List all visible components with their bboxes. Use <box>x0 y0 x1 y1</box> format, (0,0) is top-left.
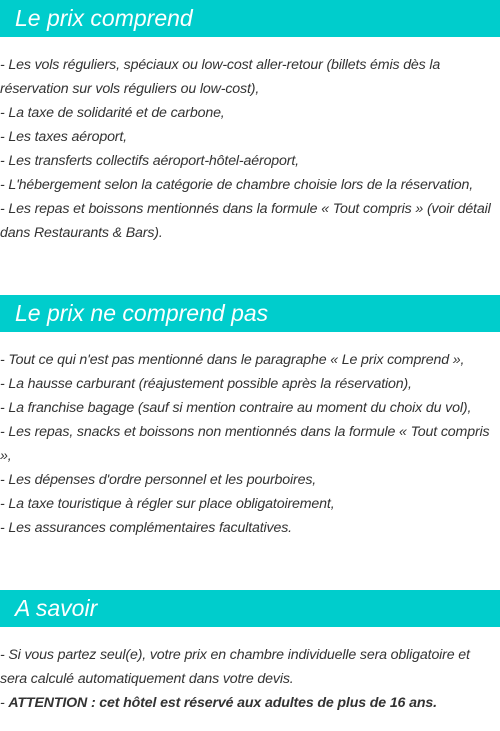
list-item: - Les transferts collectifs aéroport-hôtel-aéroport, <box>0 153 299 169</box>
list-item: - Les repas et boissons mentionnés dans la formule « Tout compris » (voir détail dans Restaurants & Bars). <box>0 201 491 241</box>
section-price-includes <box>0 0 500 245</box>
list-item: - Les taxes aéroport, <box>0 129 127 145</box>
list-item: - La taxe de solidarité et de carbone, <box>0 105 225 121</box>
list-item: - Les assurances complémentaires facultatives. <box>0 520 292 536</box>
section-price-excludes <box>0 295 500 540</box>
good-to-know-list <box>0 643 500 715</box>
list-item: - La franchise bagage (sauf si mention contraire au moment du choix du vol), <box>0 400 472 416</box>
section-title-price-excludes: Le prix ne comprend pas <box>0 295 500 332</box>
section-title-good-to-know: A savoir <box>0 590 500 627</box>
list-item: - Les vols réguliers, spéciaux ou low-cost aller-retour (billets émis dès la réservation sur vols réguliers ou low-cost), <box>0 57 441 97</box>
section-good-to-know <box>0 590 500 715</box>
list-item: - Tout ce qui n'est pas mentionné dans le paragraphe « Le prix comprend », <box>0 352 465 368</box>
price-includes-list <box>0 53 500 245</box>
price-excludes-list <box>0 348 500 540</box>
list-item: - La taxe touristique à régler sur place obligatoirement, <box>0 496 335 512</box>
list-item: - La hausse carburant (réajustement possible après la réservation), <box>0 376 412 392</box>
list-item: - L'hébergement selon la catégorie de chambre choisie lors de la réservation, <box>0 177 474 193</box>
attention-prefix: - <box>0 695 9 711</box>
list-item: - Les dépenses d'ordre personnel et les pourboires, <box>0 472 317 488</box>
attention-notice: ATTENTION : cet hôtel est réservé aux adultes de plus de 16 ans. <box>8 695 437 711</box>
section-title-price-includes: Le prix comprend <box>0 0 500 37</box>
list-item: - Les repas, snacks et boissons non mentionnés dans la formule « Tout compris », <box>0 424 490 464</box>
list-item: - Si vous partez seul(e), votre prix en chambre individuelle sera obligatoire et sera calculé automatiquement dans votre devis. <box>0 647 470 687</box>
attention-item <box>0 691 500 715</box>
